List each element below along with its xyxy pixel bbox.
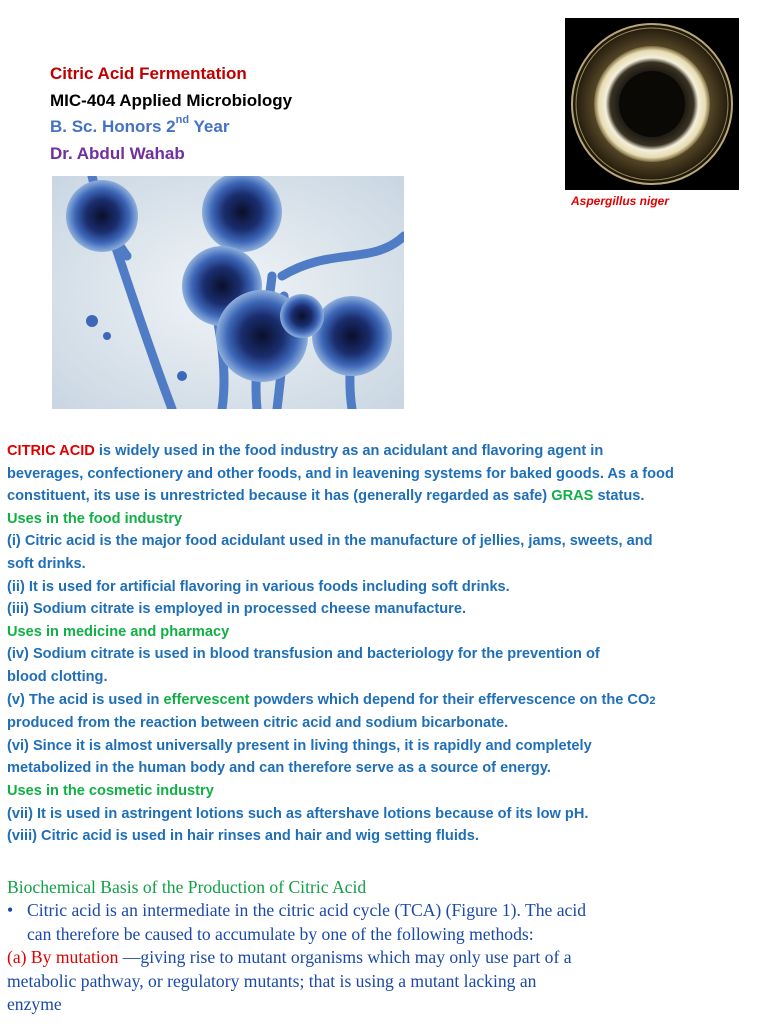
method-a-line-2: metabolic pathway, or regulatory mutants; that is using a mutant lacking an — [7, 970, 537, 991]
by-mutation-keyword: (a) By mutation — [7, 947, 119, 968]
co2-subscript: 2 — [649, 694, 656, 707]
medicine-use-vi-line-1: (vi) Since it is almost universally present in living things, it is rapidly and completely — [7, 737, 592, 754]
intro-line-3 — [7, 485, 762, 508]
food-uses-heading: Uses in the food industry — [7, 510, 183, 527]
bullet-line-1 — [7, 899, 765, 922]
gras-keyword: GRAS — [551, 488, 594, 505]
intro-line-2: beverages, confectionery and other foods, and in leavening systems for baked goods. As a food — [7, 465, 674, 482]
bullet-line-2: can therefore be caused to accumulate by one of the following methods: — [27, 923, 534, 944]
program-year — [50, 114, 230, 137]
method-a-line-1-text: —giving rise to mutant organisms which may only use part of a — [118, 947, 572, 968]
medicine-use-iv-line-1: (iv) Sodium citrate is used in blood transfusion and bacteriology for the prevention of — [7, 646, 600, 663]
cosmetic-use-vii: (vii) It is used in astringent lotions such as aftershave lotions because of its low pH. — [7, 805, 589, 822]
medicine-use-v-line-2: produced from the reaction between citric acid and sodium bicarbonate. — [7, 715, 509, 732]
petri-dish-caption: Aspergillus niger — [571, 194, 670, 208]
program-year-ordinal: nd — [175, 114, 190, 126]
medicine-use-iv-line-2: blood clotting. — [7, 668, 108, 685]
document-title: Citric Acid Fermentation — [50, 64, 247, 83]
biochemical-basis-section — [7, 876, 765, 1016]
biochemical-basis-title: Biochemical Basis of the Production of Citric Acid — [7, 877, 367, 897]
effervescent-keyword: effervescent — [163, 691, 250, 708]
medicine-use-v-line-1 — [7, 689, 762, 713]
course-name: MIC-404 Applied Microbiology — [50, 91, 293, 110]
bullet-item — [7, 899, 765, 946]
food-use-i-line-1: (i) Citric acid is the major food acidulant used in the manufacture of jellies, jams, sweets, and — [7, 533, 653, 550]
bullet-icon: • — [7, 900, 14, 921]
intro-line-3-end: status. — [593, 488, 645, 505]
food-use-iii: (iii) Sodium citrate is employed in processed cheese manufacture. — [7, 601, 467, 618]
method-a-line-3: enzyme — [7, 994, 62, 1015]
program-year-prefix: B. Sc. Honors 2 — [50, 117, 176, 136]
medicine-use-v-text-b: powders which depend for their effervescence on the CO — [249, 691, 650, 708]
conidiophore-micrograph — [52, 176, 404, 409]
food-use-i-line-2: soft drinks. — [7, 555, 86, 572]
cosmetic-uses-heading: Uses in the cosmetic industry — [7, 782, 214, 799]
medicine-use-vi-line-2: metabolized in the human body and can therefore serve as a source of energy. — [7, 760, 551, 777]
cosmetic-use-viii: (viii) Citric acid is used in hair rinses and hair and wig setting fluids. — [7, 828, 479, 845]
program-year-suffix: Year — [189, 117, 230, 136]
author-name: Dr. Abdul Wahab — [50, 144, 185, 163]
citric-acid-keyword: CITRIC ACID — [7, 443, 95, 459]
medicine-uses-heading: Uses in medicine and pharmacy — [7, 623, 230, 640]
food-use-ii: (ii) It is used for artificial flavoring in various foods including soft drinks. — [7, 578, 510, 595]
intro-line-3-text: constituent, its use is unrestricted because it has (generally regarded as safe) — [7, 488, 552, 505]
petri-dish-photo — [565, 18, 739, 190]
intro-line-1 — [7, 440, 762, 463]
method-a-line-1 — [7, 946, 765, 969]
intro-line-1-text: is widely used in the food industry as an acidulant and flavoring agent in — [94, 443, 604, 459]
medicine-use-v-text-a: (v) The acid is used in — [7, 691, 164, 708]
intro-paragraph — [7, 440, 762, 848]
bullet-line-1-text: Citric acid is an intermediate in the citric acid cycle (TCA) (Figure 1). The acid — [27, 900, 587, 921]
